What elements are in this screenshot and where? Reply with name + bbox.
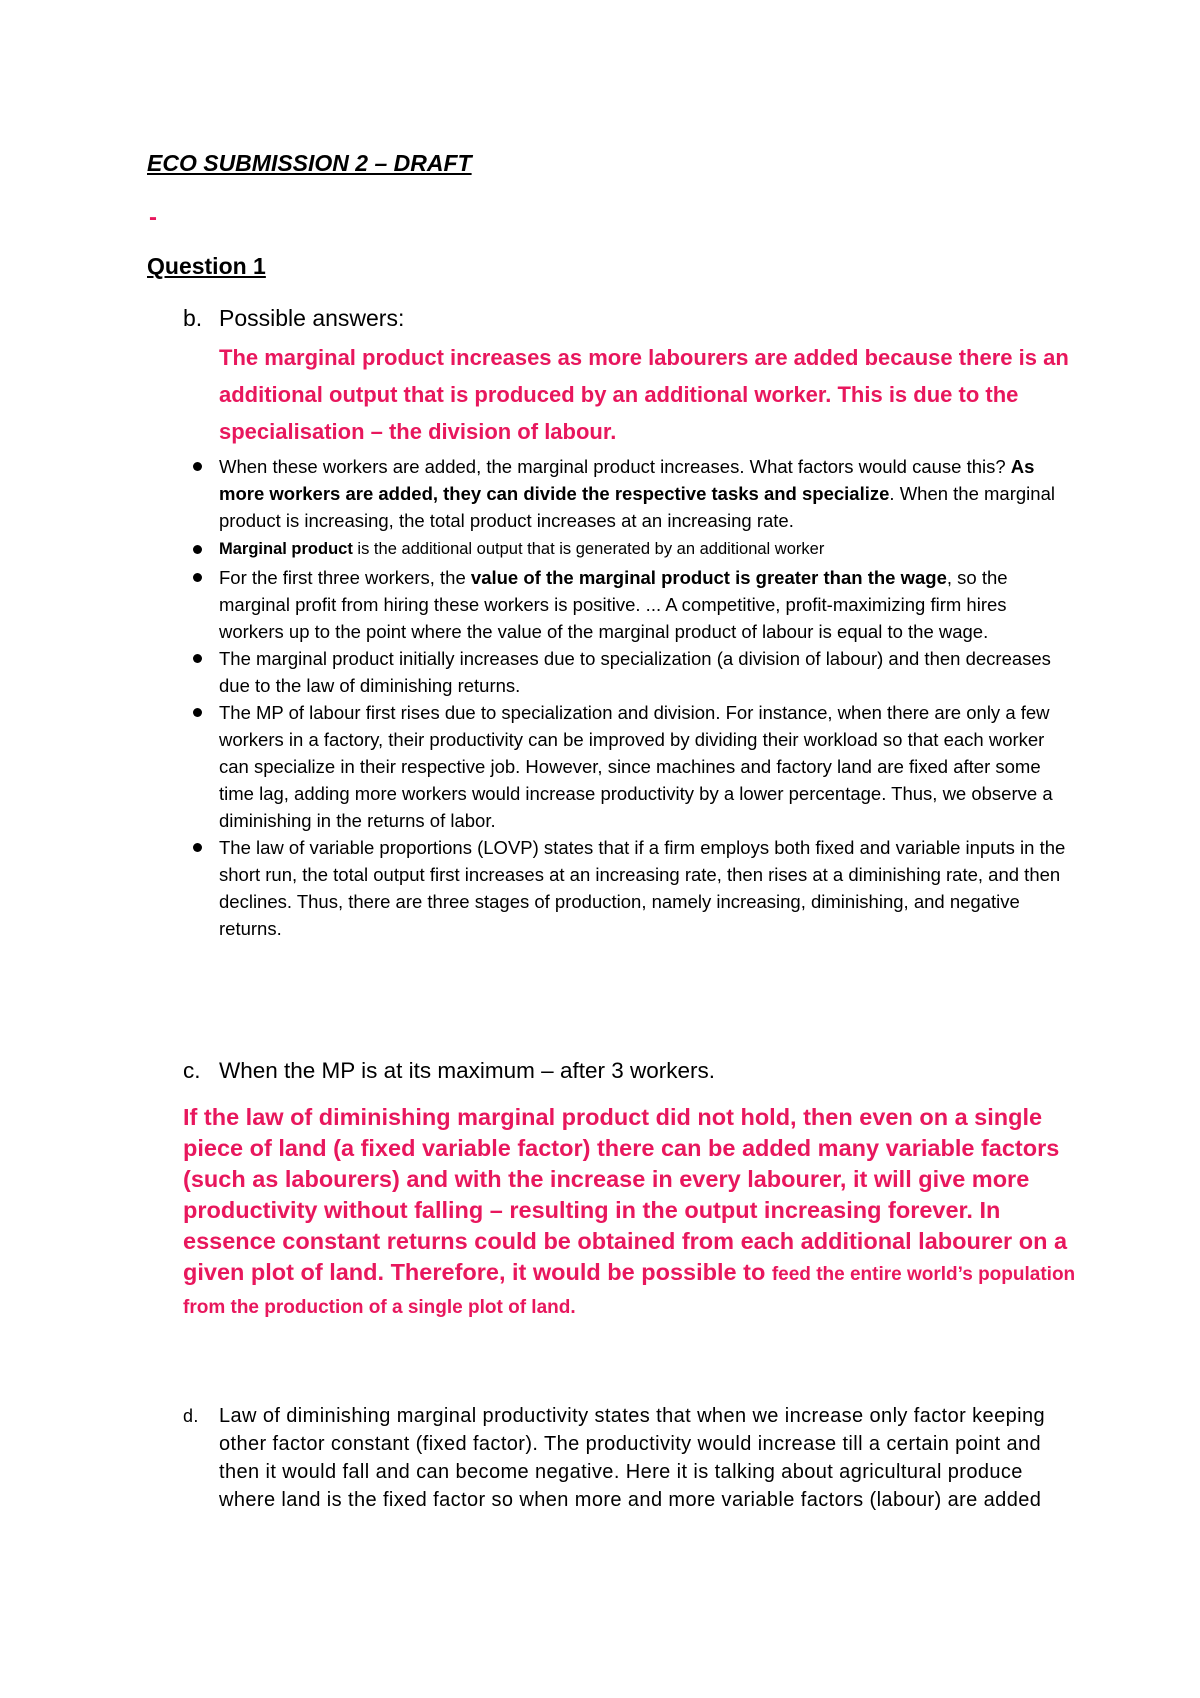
part-d-marker: d. (183, 1406, 199, 1426)
list-item (219, 534, 1069, 564)
bullet-bold-text: Marginal product (219, 540, 353, 558)
part-d-paragraph (183, 1402, 1083, 1514)
list-item (219, 699, 1069, 834)
bullet-icon (193, 573, 202, 582)
bullet-text: The MP of labour first rises due to specialization and division. For instance, when there are only a few workers in a factory, their productivity can be improved by dividing their workload so that each worker can specialize in their respective job. However, since machines and factory land are fixed after some time lag, adding more workers would increase productivity by a lower percentage. Thus, we observe a diminishing in the returns of labor. (219, 702, 1053, 831)
bullet-icon (193, 708, 202, 717)
bullet-bold-text: As more workers are added, they can divide the respective tasks and specialize (219, 456, 1035, 504)
part-b-heading-text: Possible answers: (219, 305, 405, 331)
bullet-icon (193, 654, 202, 663)
dash-marker: - (149, 204, 157, 231)
part-b-marker: b. (183, 305, 203, 331)
part-c-text: When the MP is at its maximum – after 3 workers. (219, 1058, 715, 1083)
bullet-text: , so the marginal profit from hiring these workers is positive. ... A competitive, profit-maximizing firm hires workers up to the point where the value of the marginal product of labour is equal to the wage. (219, 567, 1008, 642)
bullet-icon (193, 462, 202, 471)
part-d-text: Law of diminishing marginal productivity states that when we increase only factor keeping other factor constant (fixed factor). The productivity would increase till a certain point and then it would fall and can become negative. Here it is talking about agricultural produce where land is the fixed factor so when more and more variable factors (labour) are added (219, 1405, 1046, 1511)
bullet-text: . When the marginal product is increasing, the total product increases at an increasing rate. (219, 483, 1055, 531)
part-c-highlight-text: If the law of diminishing marginal product did not hold, then even on a single piece of land (a fixed variable factor) there can be added many variable factors (such as labourers) and with the increase in every labourer, it will give more productivity without falling – resulting in the output increasing forever. In essence constant returns could be obtained from each additional labourer on a given plot of land. Therefore, it would be possible to (183, 1104, 1068, 1285)
question-heading: Question 1 (147, 253, 266, 279)
bullet-list (219, 453, 1069, 942)
part-c-highlight-tail: feed the entire world’s population from the production of a single plot of land. (183, 1264, 1076, 1318)
bullet-icon (193, 843, 202, 852)
list-item (219, 834, 1069, 942)
bullet-icon (193, 545, 202, 554)
bullet-text: The marginal product initially increases due to specialization (a division of labour) and then decreases due to the law of diminishing returns. (219, 648, 1051, 696)
part-c-marker: c. (183, 1058, 201, 1083)
list-item (219, 564, 1069, 645)
bullet-text: is the additional output that is generated by an additional worker (352, 540, 825, 558)
list-item (219, 453, 1069, 534)
document-title: ECO SUBMISSION 2 – DRAFT (147, 150, 472, 176)
list-item (219, 645, 1069, 699)
bullet-text: For the first three workers, the (219, 567, 471, 588)
part-c-highlight (183, 1102, 1083, 1323)
bullet-bold-text: value of the marginal product is greater than the wage (470, 567, 947, 588)
part-c-heading (183, 1058, 715, 1084)
bullet-text: When these workers are added, the marginal product increases. What factors would cause this? (219, 456, 1011, 477)
bullet-text: The law of variable proportions (LOVP) states that if a firm employs both fixed and variable inputs in the short run, the total output first increases at an increasing rate, then rises at a diminishing rate, and then declines. Thus, there are three stages of production, namely increasing, diminishing, and negative returns. (219, 837, 1066, 939)
part-b-highlight: The marginal product increases as more labourers are added because there is an additional output that is produced by an additional worker. This is due to the specialisation – the division of labour. (219, 345, 1069, 444)
part-b-heading (183, 305, 404, 332)
